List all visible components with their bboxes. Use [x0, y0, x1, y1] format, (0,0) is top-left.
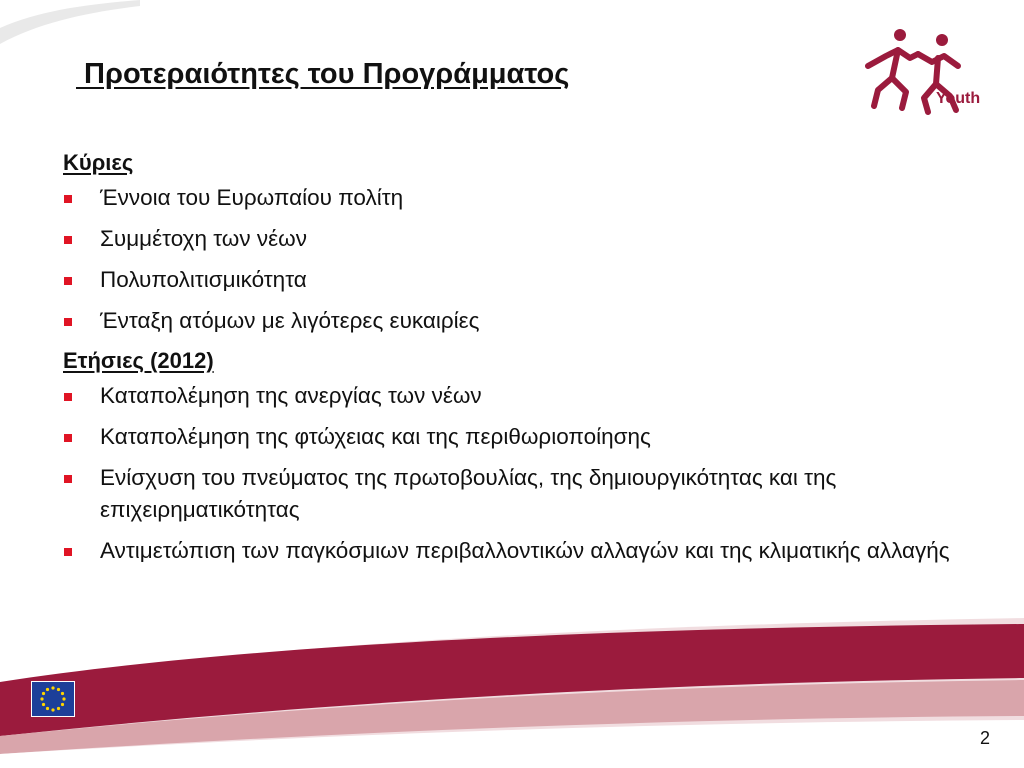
list-item-text: Αντιμετώπιση των παγκόσμιων περιβαλλοντικών αλλαγών και της κλιματικής αλλαγής	[100, 538, 950, 563]
logo-text: Youth	[936, 90, 981, 107]
list-item	[63, 264, 963, 296]
bullet-square-icon	[64, 236, 72, 244]
list-item-text: Έννοια του Ευρωπαίου πολίτη	[100, 185, 404, 210]
top-decorative-swoosh	[0, 0, 140, 60]
section-main	[63, 148, 963, 337]
list-item-text: Καταπολέμηση της ανεργίας των νέων	[100, 383, 482, 408]
list-item-text: Καταπολέμηση της φτώχειας και της περιθωριοποίησης	[100, 424, 651, 449]
list-item-text: Ένταξη ατόμων με λιγότερες ευκαιρίες	[100, 308, 480, 333]
youth-figures-icon	[858, 26, 1018, 126]
list-item	[63, 182, 963, 214]
bullet-square-icon	[64, 195, 72, 203]
list-item	[63, 380, 963, 412]
bullet-square-icon	[64, 434, 72, 442]
bullet-square-icon	[64, 318, 72, 326]
section-annual	[63, 346, 963, 567]
slide-title: Προτεραιότητες του Προγράμματος	[76, 58, 570, 90]
bullet-list	[63, 380, 963, 567]
section-heading: Κύριες	[63, 150, 134, 175]
list-item-text: Πολυπολιτισμικότητα	[100, 267, 307, 292]
bullet-square-icon	[64, 475, 72, 483]
list-item-text: Ενίσχυση του πνεύματος της πρωτοβουλίας, της δημιουργικότητας και της επιχειρηματικότητας	[100, 465, 837, 522]
list-item	[63, 421, 963, 453]
bullet-square-icon	[64, 548, 72, 556]
list-item	[63, 535, 963, 567]
bullet-list	[63, 182, 963, 337]
bottom-decorative-band	[0, 618, 1024, 768]
slide-content	[63, 148, 963, 576]
list-item-text: Συμμέτοχη των νέων	[100, 226, 307, 251]
list-item	[63, 305, 963, 337]
page-number: 2	[980, 728, 991, 748]
section-heading: Ετήσιες (2012)	[63, 348, 214, 373]
eu-flag-icon	[31, 681, 75, 717]
list-item	[63, 223, 963, 255]
bullet-square-icon	[64, 393, 72, 401]
bullet-square-icon	[64, 277, 72, 285]
list-item	[63, 462, 963, 526]
